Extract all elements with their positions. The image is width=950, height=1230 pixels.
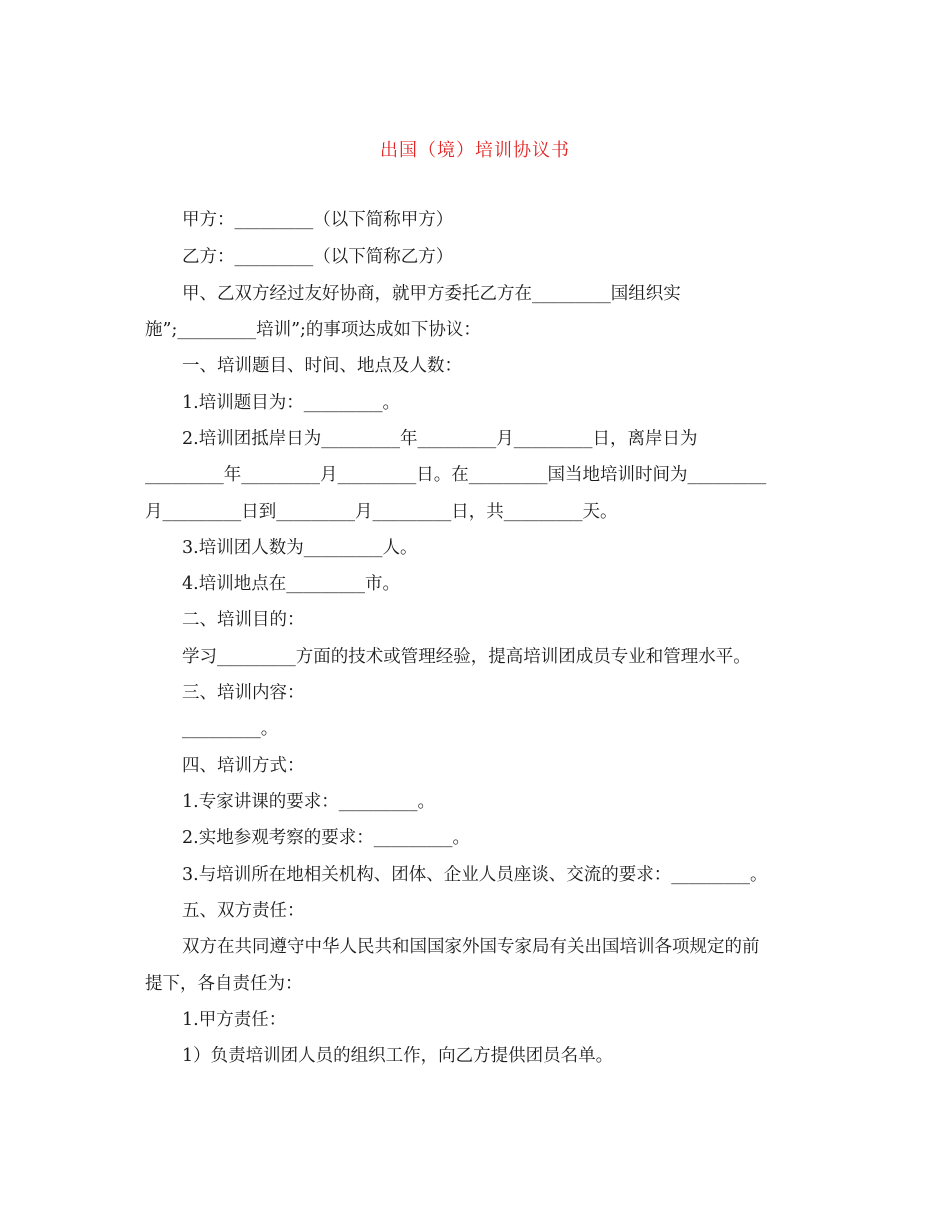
item-1-2-line-1: 2.培训团抵岸日为_________年_________月_________日，离岸日为 [182, 429, 698, 449]
item-1-2-line-3: 月_________日到_________月_________日，共_________天。 [145, 502, 618, 522]
section-1-heading: 一、培训题目、时间、地点及人数： [182, 356, 462, 376]
section-2-body: 学习_________方面的技术或管理经验，提高培训团成员专业和管理水平。 [182, 647, 751, 667]
party-b-line: 乙方：_________（以下简称乙方） [182, 247, 454, 267]
party-a-line: 甲方：_________（以下简称甲方） [182, 210, 454, 230]
item-4-3: 3.与培训所在地相关机构、团体、企业人员座谈、交流的要求：_________。 [182, 865, 768, 885]
item-1-2-line-2: _________年_________月_________日。在_________国当地培训时间为_________ [145, 465, 767, 485]
item-5-1-heading: 1.甲方责任： [182, 1010, 287, 1030]
section-2-heading: 二、培训目的： [182, 610, 305, 630]
section-5-body-line-1: 双方在共同遵守中华人民共和国国家外国专家局有关出国培训各项规定的前 [182, 937, 760, 957]
item-1-4: 4.培训地点在_________市。 [182, 574, 400, 594]
section-5-heading: 五、双方责任： [182, 901, 305, 921]
intro-line-2: 施”;_________培训”;的事项达成如下协议： [145, 320, 481, 340]
item-4-2: 2.实地参观考察的要求：_________。 [182, 828, 470, 848]
section-3-body: _________。 [182, 719, 279, 739]
section-4-heading: 四、培训方式： [182, 756, 305, 776]
item-1-3: 3.培训团人数为_________人。 [182, 538, 418, 558]
item-1-1: 1.培训题目为：_________。 [182, 393, 400, 413]
section-3-heading: 三、培训内容： [182, 683, 305, 703]
item-4-1: 1.专家讲课的要求：_________。 [182, 792, 435, 812]
intro-line-1: 甲、乙双方经过友好协商，就甲方委托乙方在_________国组织实 [182, 284, 681, 304]
section-5-body-line-2: 提下，各自责任为： [145, 974, 303, 994]
document-title: 出国（境）培训协议书 [380, 140, 570, 161]
item-5-1-1: 1）负责培训团人员的组织工作，向乙方提供团员名单。 [182, 1046, 614, 1066]
